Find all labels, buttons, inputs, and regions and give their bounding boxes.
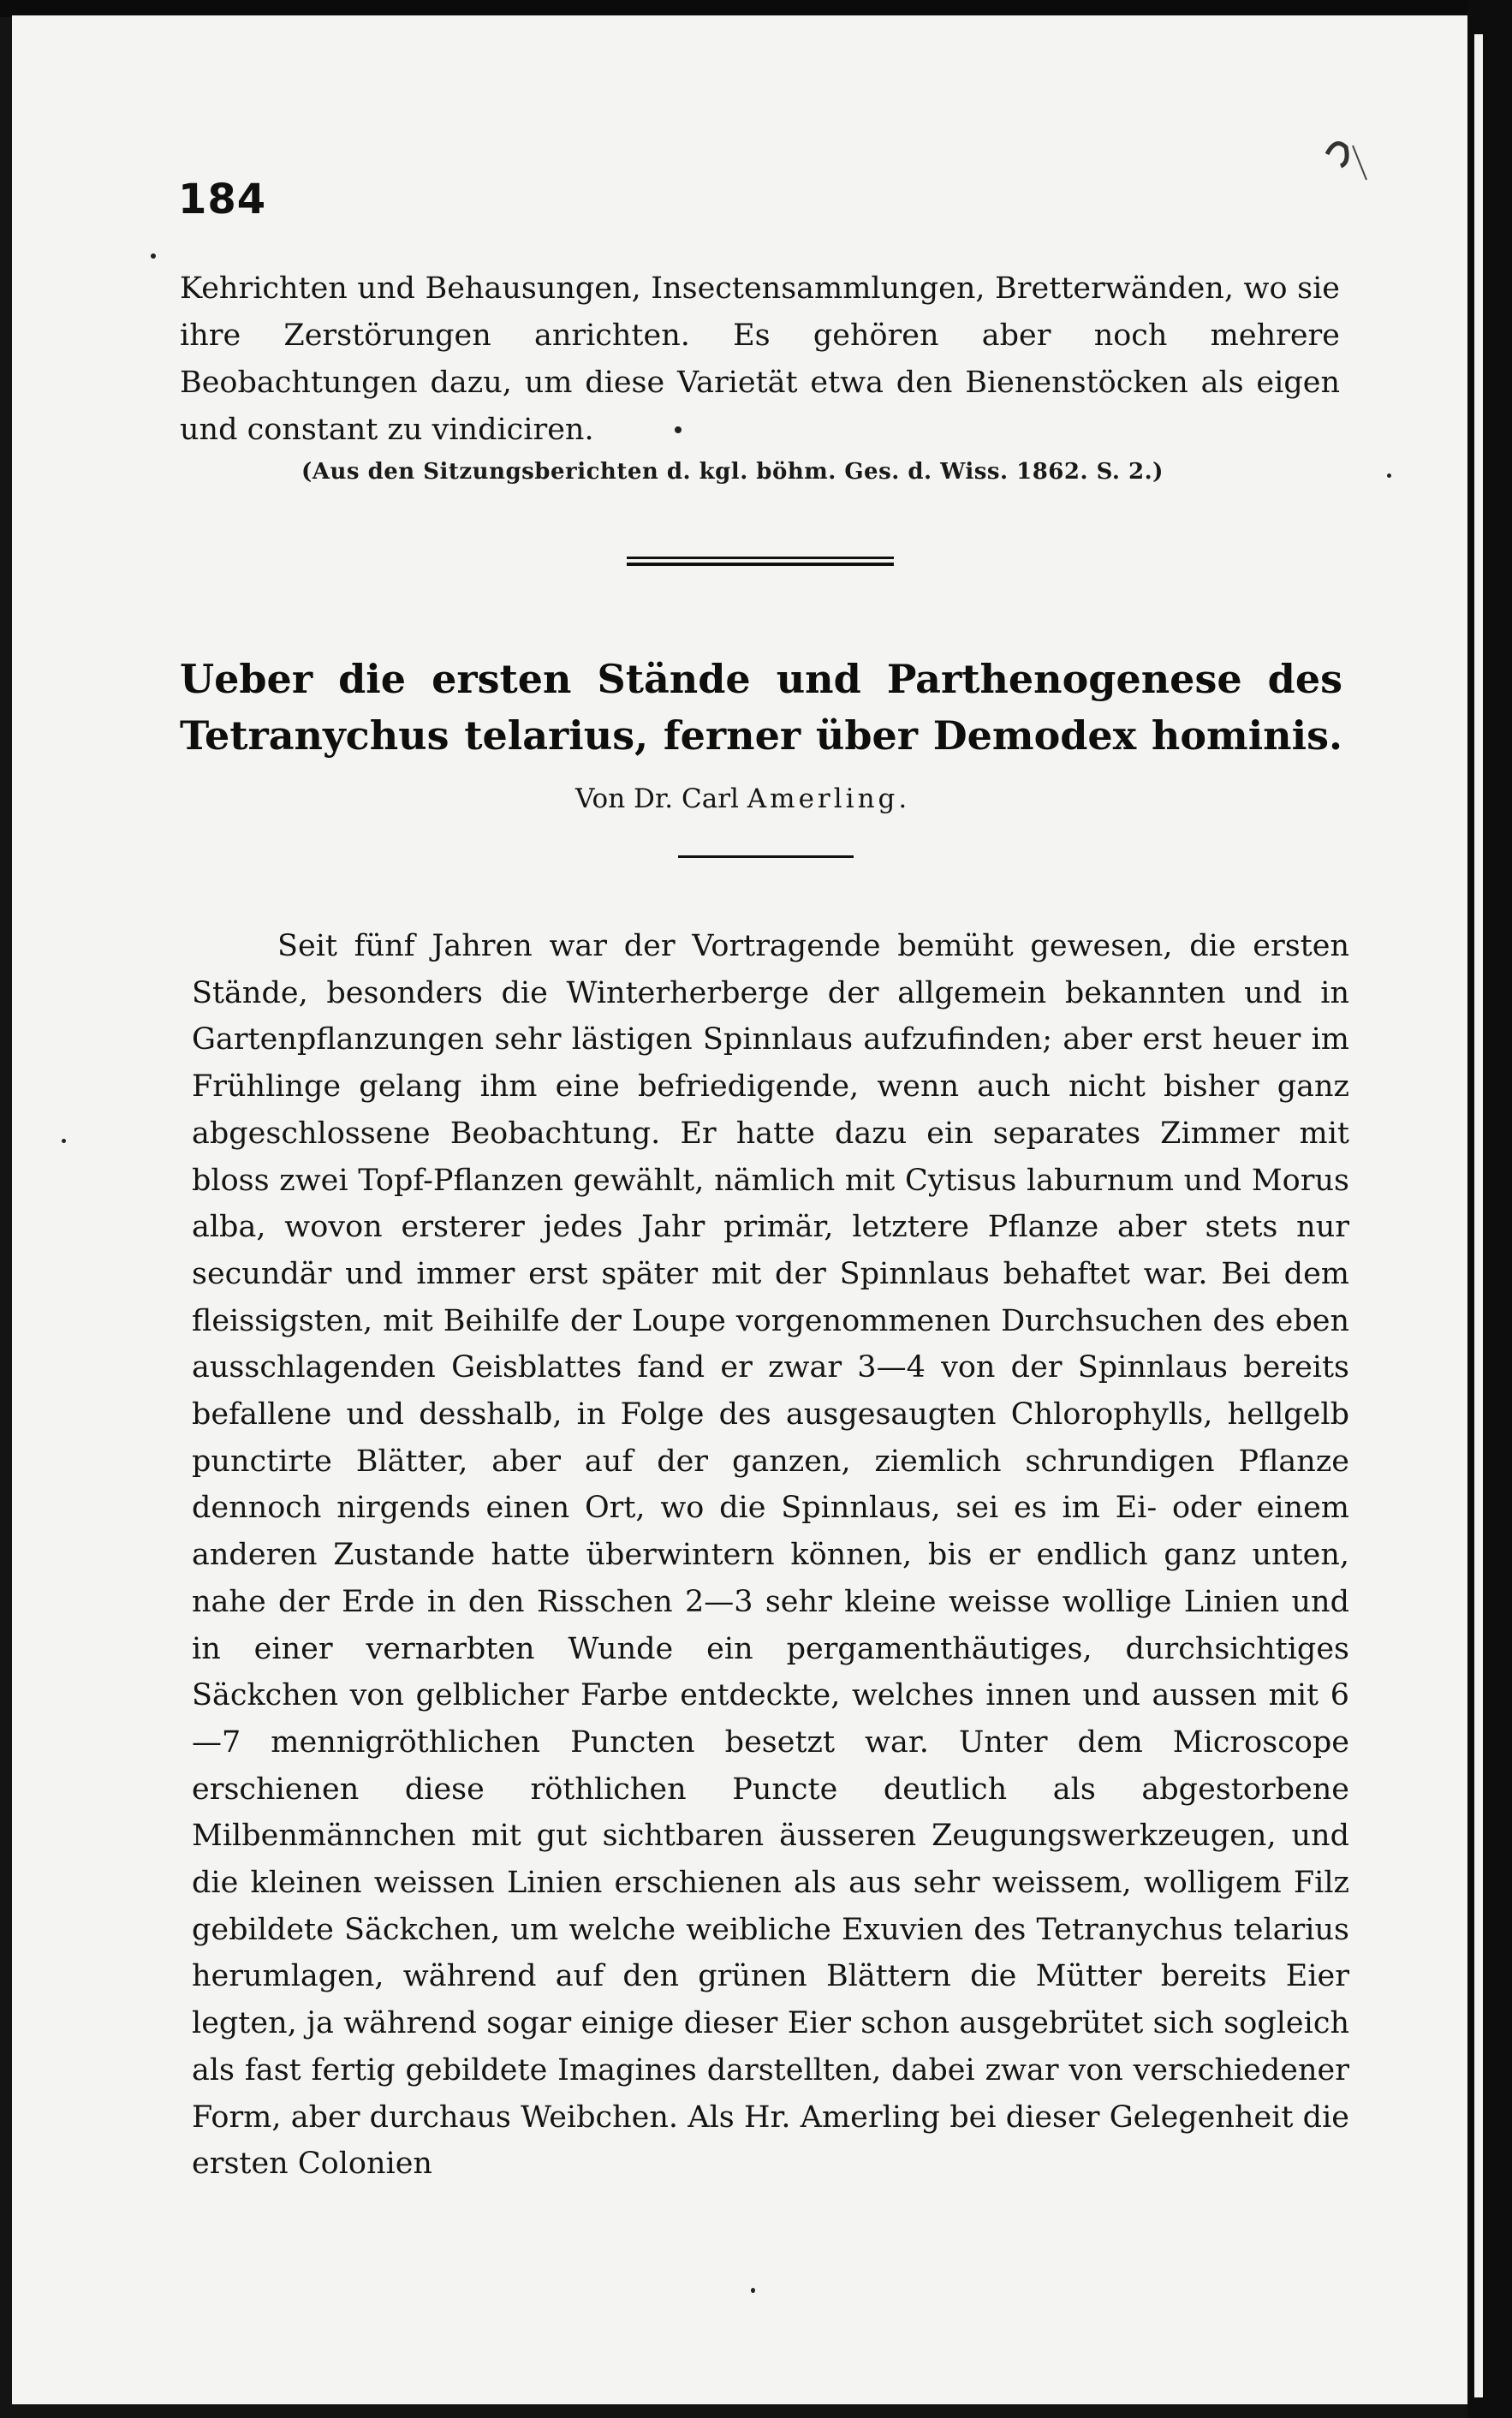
- scan-speck: [751, 2288, 755, 2293]
- scan-speck: [62, 1139, 66, 1143]
- scan-border-top: [0, 0, 1512, 17]
- scan-speck: [1387, 473, 1391, 478]
- scan-speck: [151, 253, 156, 259]
- article-title: Ueber die ersten Stände und Parthenogenese des Tetranychus telarius, ferner über Demodex hominis.: [180, 656, 1342, 759]
- citation: (Aus den Sitzungsberichten d. kgl. böhm. Ges. d. Wiss. 1862. S. 2.): [301, 459, 1164, 485]
- author-name: Amerling.: [747, 783, 911, 814]
- page-number: 184: [178, 176, 267, 223]
- byline-divider: [678, 855, 854, 858]
- byline-prefix: Von Dr. Carl: [575, 783, 739, 814]
- author-byline: [575, 783, 910, 814]
- body-paragraph: Seit fünf Jahren war der Vortragende bemüht gewesen, die ersten Stände, besonders die Winterherberge der allgemein bekannten und in Gartenpflanzungen sehr lästigen Spinnlaus aufzufinden; aber erst heuer im Frühlinge gelang ihm eine befriedigende, wenn auch nicht bisher ganz abgeschlossene Beobachtung. Er hatte dazu ein separates Zimmer mit bloss zwei Topf-Pflanzen gewählt, nämlich mit Cytisus laburnum und Morus alba, wovon ersterer jedes Jahr primär, letztere Pflanze aber stets nur secundär und immer erst später mit der Spinnlaus behaftet war. Bei dem fleissigsten, mit Beihilfe der Loupe vorgenommenen Durchsuchen des eben ausschlagenden Geisblattes fand er zwar 3—4 von der Spinnlaus bereits befallene und desshalb, in Folge des ausgesaugten Chlorophylls, hellgelb punctirte Blätter, aber auf der ganzen, ziemlich schrundigen Pflanze dennoch nirgends einen Ort, wo die Spinnlaus, sei es im Ei- oder einem anderen Zustande hatte überwintern können, bis er endlich ganz unten, nahe der Erde in den Risschen 2—3 sehr kleine weisse wollige Linien und in einer vernarbten Wunde ein pergamenthäutiges, durchsichtiges Säckchen von gelblicher Farbe entdeckte, welches innen und aussen mit 6—7 mennigröthlichen Puncten besetzt war. Unter dem Microscope erschienen diese röthlichen Puncte deutlich als abgestorbene Milbenmännchen mit gut sichtbaren äusseren Zeugungswerkzeugen, und die kleinen weissen Linien erschienen als aus sehr weissem, wolligem Filz gebildete Säckchen, um welche weibliche Exuvien des Tetranychus telarius herumlagen, während auf den grünen Blättern die Mütter bereits Eier legten, ja während sogar einige dieser Eier schon ausgebrütet sich sogleich als fast fertig gebildete Imagines darstellten, dabei zwar von verschiedener Form, aber durchaus Weibchen. Als Hr. Amerling bei dieser Gelegenheit die ersten Colonien: [192, 929, 1349, 2182]
- section-divider: [627, 557, 894, 566]
- scan-mark: [1319, 128, 1370, 188]
- adjacent-page-edge: [1474, 34, 1483, 2397]
- intro-paragraph: Kehrichten und Behausungen, Insectensammlungen, Bretterwänden, wo sie ihre Zerstörungen anrichten. Es gehören aber noch mehrere Beobachtungen dazu, um diese Varietät etwa den Bienenstöcken als eigen und constant zu vindiciren.: [180, 271, 1340, 447]
